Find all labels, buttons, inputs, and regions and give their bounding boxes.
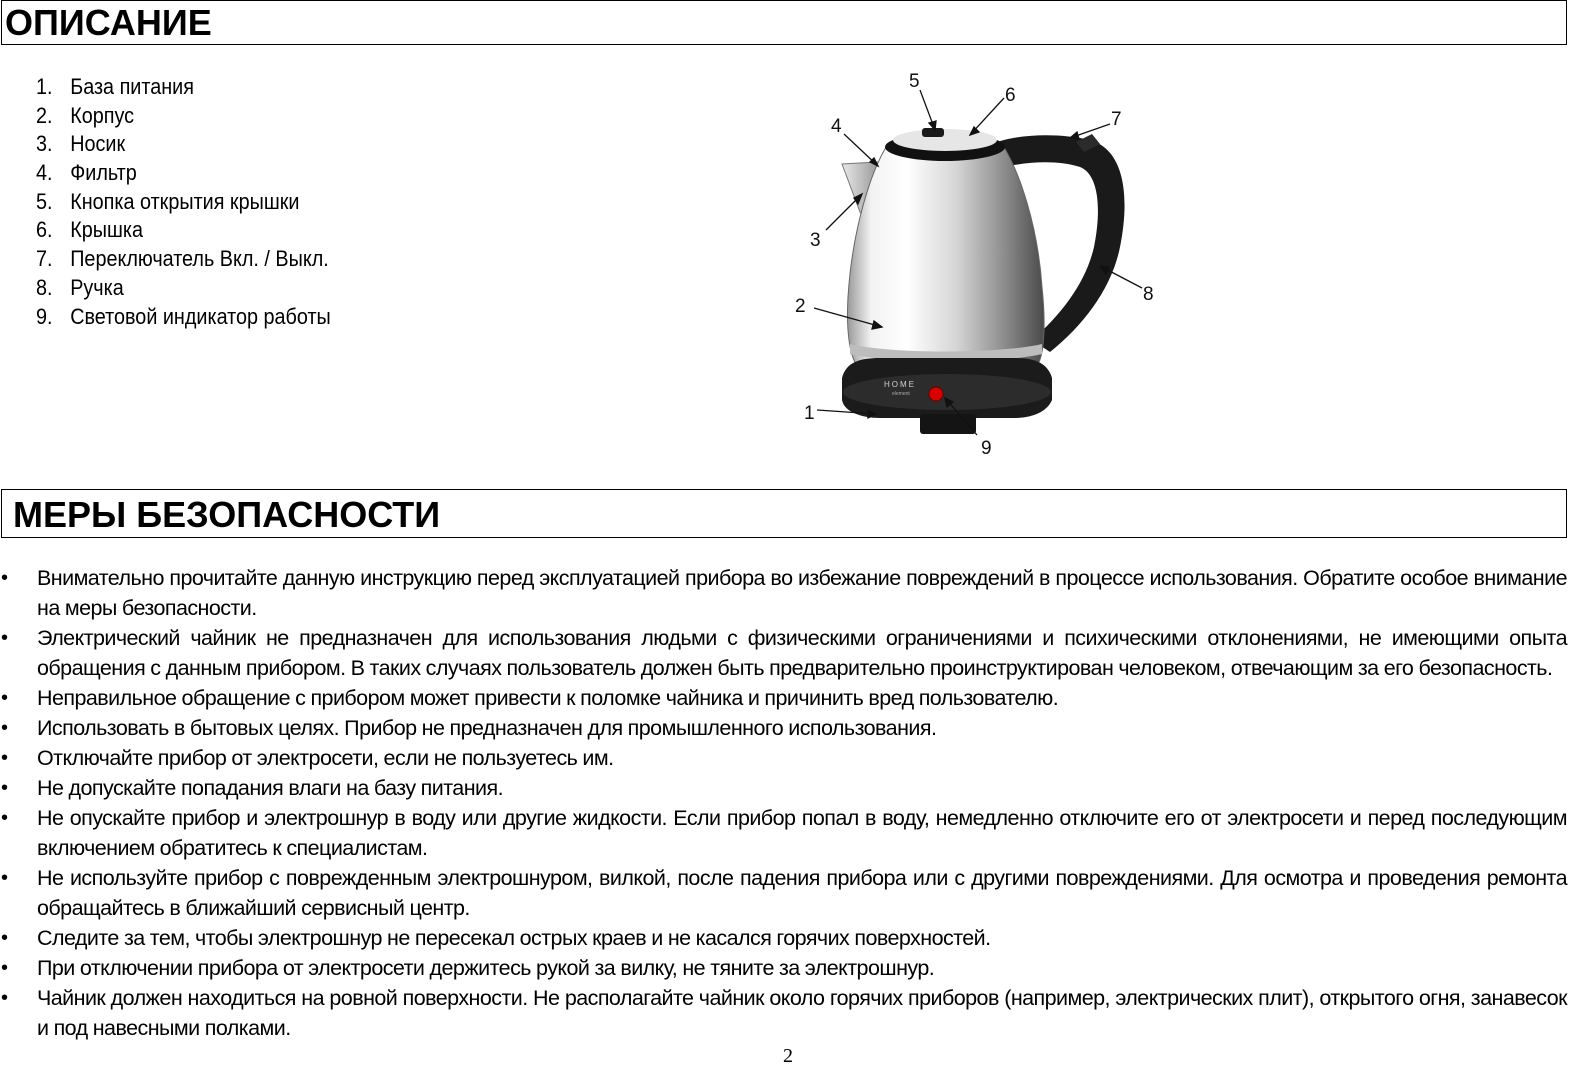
- safety-heading: [1, 489, 1567, 538]
- list-item: 3. Носик: [36, 131, 126, 157]
- description-heading: [1, 0, 1567, 45]
- list-item: 1. База питания: [36, 74, 194, 99]
- callout-7: 7: [1111, 109, 1122, 130]
- bullet-icon: •: [1, 717, 9, 739]
- bullet-icon: •: [1, 957, 9, 979]
- kettle-diagram: [780, 62, 1180, 467]
- list-item: 6. Крышка: [36, 217, 143, 243]
- parts-list: [36, 73, 364, 331]
- list-item: • Внимательно прочитайте данную инструкцию перед эксплуатацией прибора во избежание повреждений в процессе использования. Обратите особое внимание на меры безопасности.: [0, 563, 1567, 623]
- kettle-lid: [885, 128, 1005, 161]
- power-indicator-light: [929, 387, 943, 401]
- list-item: 7. Переключатель Вкл. / Выкл.: [36, 246, 329, 272]
- bullet-icon: •: [1, 987, 9, 1009]
- list-item: 9. Световой индикатор работы: [36, 303, 331, 329]
- callout-5: 5: [909, 71, 920, 92]
- safety-rules-list: [0, 563, 1567, 1043]
- list-item: 8. Ручка: [36, 274, 124, 300]
- callout-2: 2: [795, 296, 806, 317]
- list-item: • При отключении прибора от электросети держитесь рукой за вилку, не тяните за электрошнур.: [0, 953, 1567, 983]
- list-item: • Не используйте прибор с поврежденным электрошнуром, вилкой, после падения прибора или с другими повреждениями. Для осмотра и проведения ремонта обращайтесь в ближайший сервисный центр.: [0, 863, 1567, 923]
- kettle-body: [847, 144, 1044, 364]
- list-item: 4. Фильтр: [36, 160, 137, 186]
- bullet-icon: •: [1, 747, 9, 769]
- list-item: • Использовать в бытовых целях. Прибор не предназначен для промышленного использования.: [0, 713, 1567, 743]
- brand-logo-sub: element: [892, 391, 910, 397]
- list-item: • Неправильное обращение с прибором может привести к поломке чайника и причинить вред пользователю.: [0, 683, 1567, 713]
- description-title: ОПИСАНИЕ: [5, 2, 212, 43]
- list-item: • Не опускайте прибор и электрошнур в воду или другие жидкости. Если прибор попал в воду, немедленно отключите его от электросети и перед последующим включением обратитесь к специалистам.: [0, 803, 1567, 863]
- list-item: • Не допускайте попадания влаги на базу питания.: [0, 773, 1567, 803]
- list-item: • Чайник должен находиться на ровной поверхности. Не располагайте чайник около горячих приборов (например, электрических плит), открытого огня, занавесок и под навесными полками.: [0, 983, 1567, 1043]
- bullet-icon: •: [1, 867, 9, 889]
- callout-8: 8: [1143, 284, 1154, 305]
- callout-4: 4: [831, 116, 842, 137]
- list-item: • Отключайте прибор от электросети, если не пользуетесь им.: [0, 743, 1567, 773]
- callout-3: 3: [810, 230, 821, 251]
- brand-logo: HOME: [884, 380, 916, 389]
- bullet-icon: •: [1, 927, 9, 949]
- bullet-icon: •: [1, 807, 9, 829]
- list-item: • Электрический чайник не предназначен для использования людьми с физическими ограничениями и психическими отклонениями, не имеющими опыта обращения с данным прибором. В таких случаях пользователь должен быть предварительно проинструктирован человеком, отвечающим за его безопасность.: [0, 623, 1567, 683]
- bullet-icon: •: [1, 687, 9, 709]
- kettle-base: [842, 358, 1052, 434]
- list-item: 2. Корпус: [36, 102, 135, 128]
- bullet-icon: •: [1, 777, 9, 799]
- bullet-icon: •: [1, 627, 9, 649]
- callout-9: 9: [981, 438, 992, 459]
- callout-6: 6: [1005, 85, 1016, 106]
- list-item: • Следите за тем, чтобы электрошнур не пересекал острых краев и не касался горячих поверхностей.: [0, 923, 1567, 953]
- bullet-icon: •: [1, 567, 9, 589]
- page-number: 2: [783, 1045, 793, 1067]
- callout-1: 1: [804, 403, 815, 424]
- safety-title: МЕРЫ БЕЗОПАСНОСТИ: [13, 494, 441, 535]
- list-item: 5. Кнопка открытия крышки: [36, 188, 300, 214]
